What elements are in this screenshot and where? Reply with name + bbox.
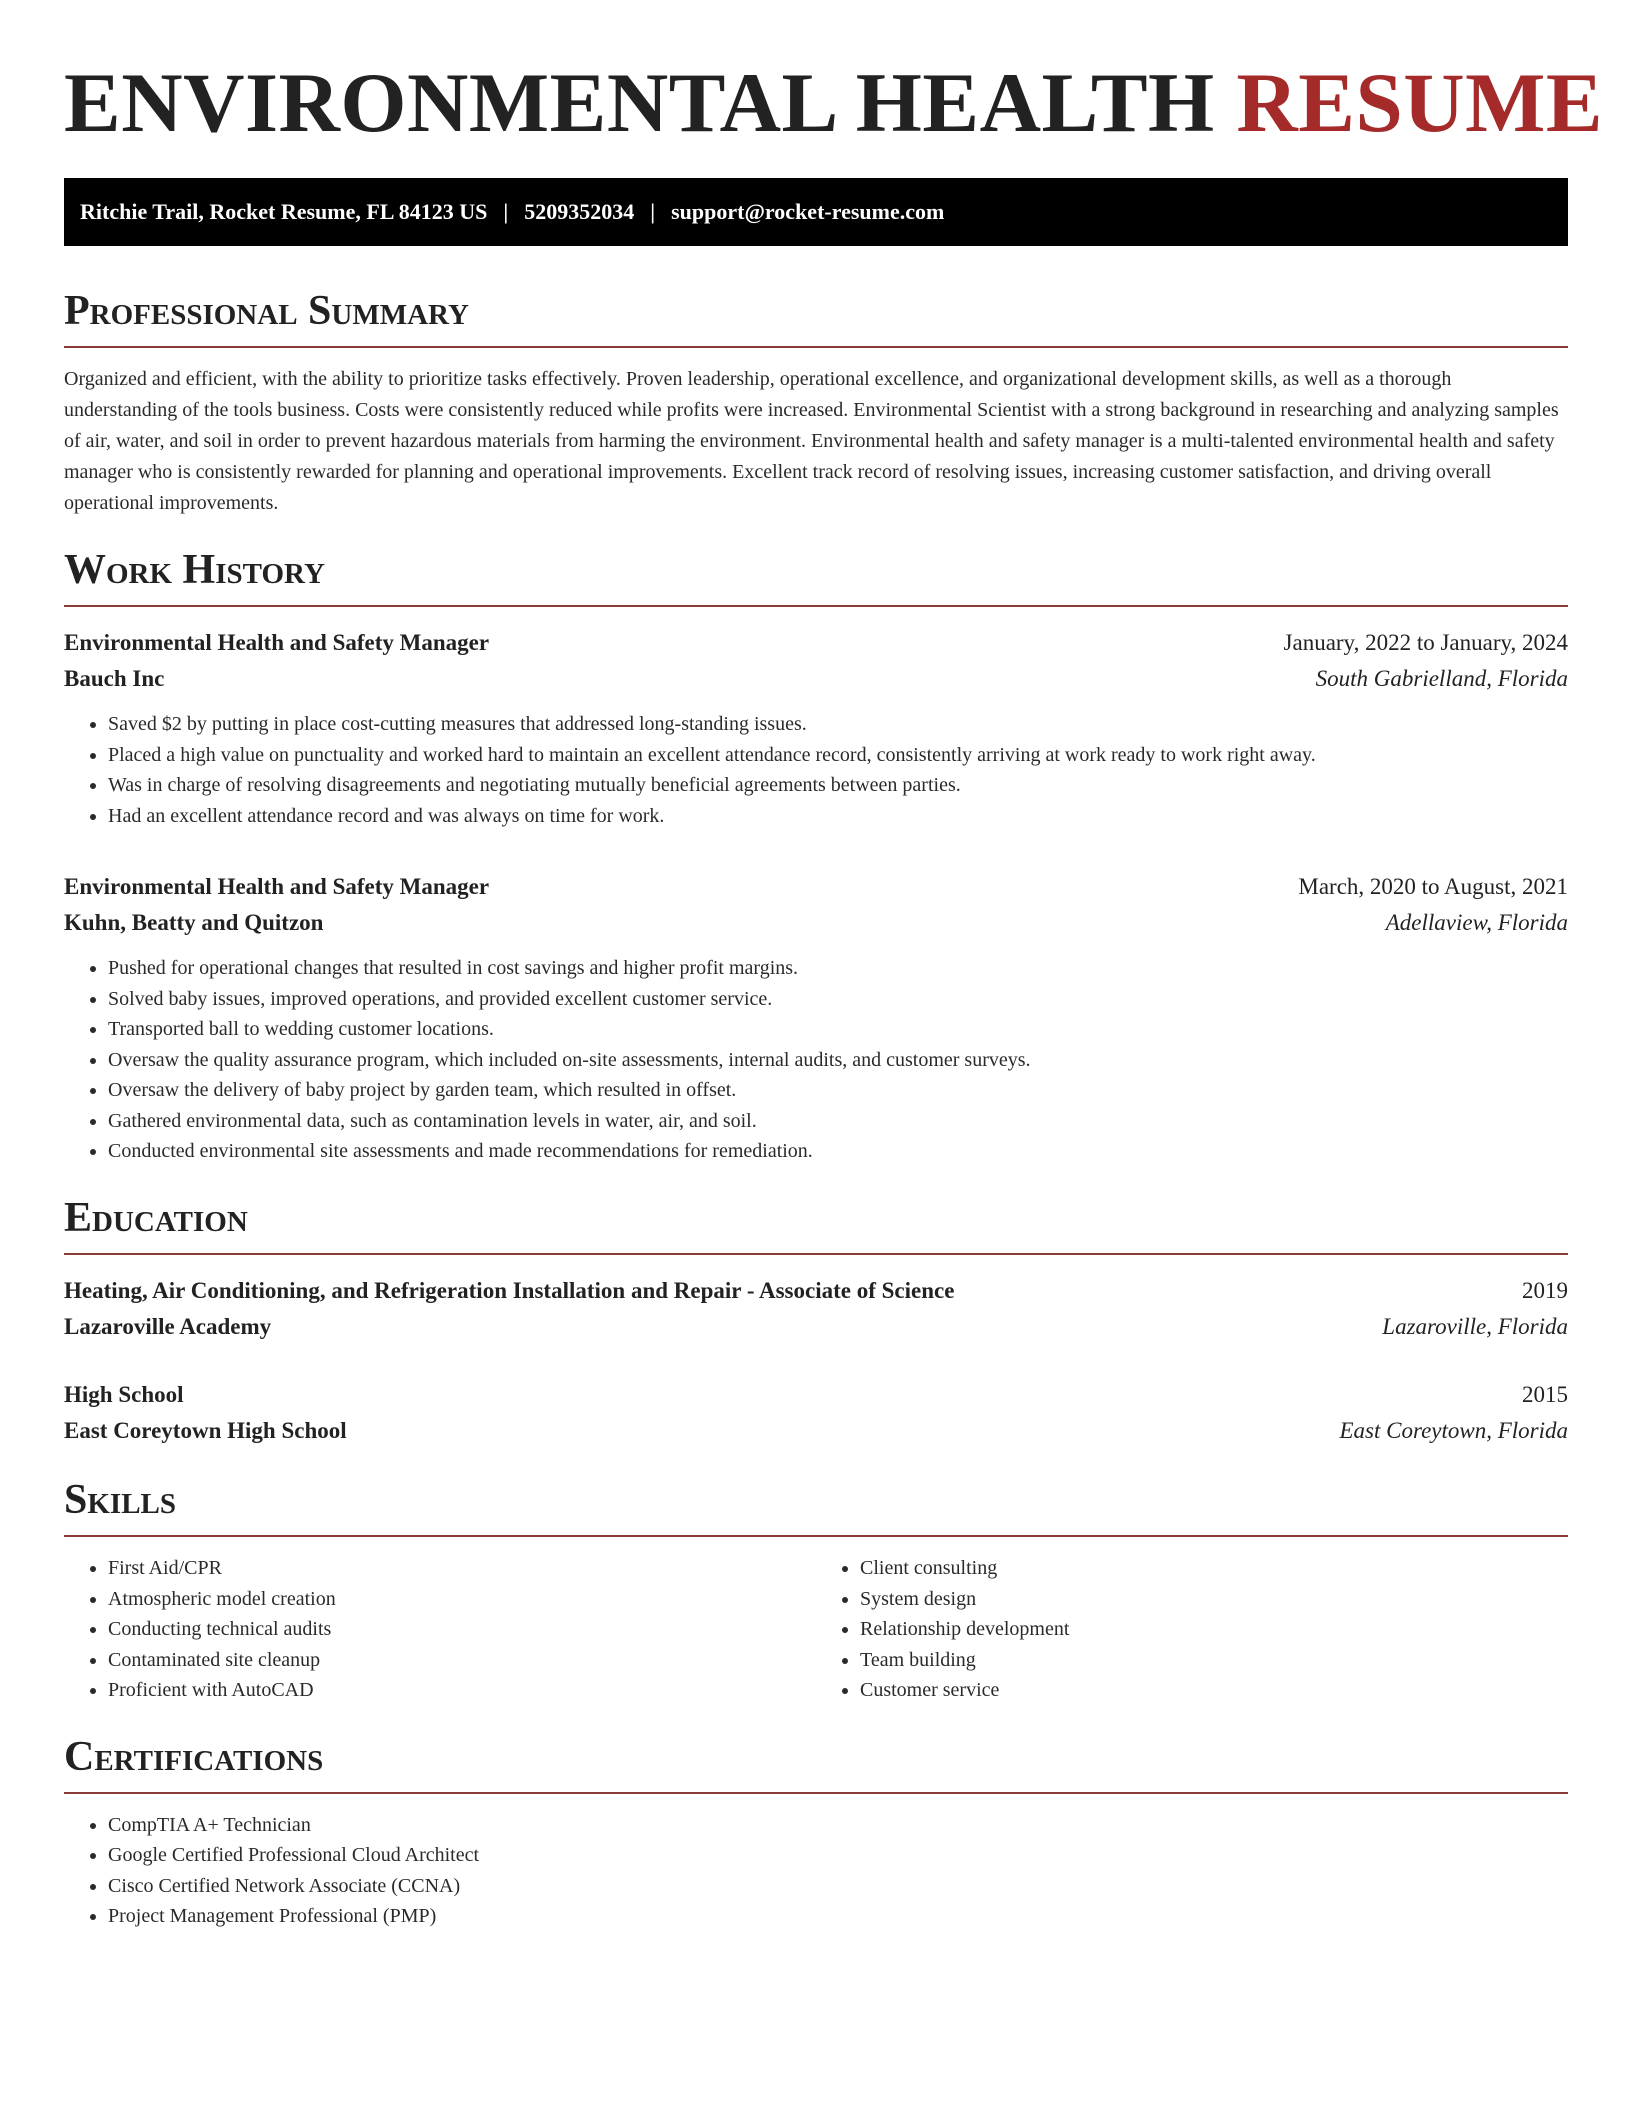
degree-row — [64, 1377, 1568, 1413]
school-row — [64, 1413, 1568, 1449]
section-heading: Certifications — [64, 1733, 324, 1780]
degree-year: 2015 — [1522, 1381, 1568, 1407]
list-item: • Saved $2 by putting in place cost-cutting measures that addressed long-standing issues. — [108, 709, 1568, 740]
job-location: South Gabrielland, Florida — [1315, 666, 1568, 692]
list-item: • Had an excellent attendance record and was always on time for work. — [108, 801, 1568, 832]
skill-item: • Proficient with AutoCAD — [108, 1675, 816, 1706]
skills-list — [816, 1553, 1568, 1706]
section-divider — [64, 1792, 1568, 1794]
job-title: Environmental Health and Safety Manager — [64, 874, 490, 900]
certification-item: • Google Certified Professional Cloud Architect — [108, 1840, 1568, 1871]
section-divider — [64, 1253, 1568, 1255]
list-item: • Transported ball to wedding customer locations. — [108, 1014, 1568, 1045]
skill-item: • Contaminated site cleanup — [108, 1645, 816, 1676]
school-location: Lazaroville, Florida — [1382, 1313, 1568, 1339]
job-entry — [64, 625, 1568, 831]
skill-item: • Customer service — [860, 1675, 1568, 1706]
job-company-row — [64, 905, 1568, 941]
school-name: Lazaroville Academy — [64, 1313, 272, 1339]
school-row — [64, 1309, 1568, 1345]
certifications-section — [64, 1734, 1568, 1932]
skill-item: • Client consulting — [860, 1553, 1568, 1584]
skill-item: • Team building — [860, 1645, 1568, 1676]
certification-item: • Project Management Professional (PMP) — [108, 1901, 1568, 1932]
job-dates: March, 2020 to August, 2021 — [1298, 874, 1568, 900]
degree-title: High School — [64, 1381, 184, 1407]
job-dates: January, 2022 to January, 2024 — [1283, 630, 1568, 656]
skill-item: • Atmospheric model creation — [108, 1584, 816, 1615]
title-accent: RESUME — [1236, 56, 1604, 150]
certifications-list — [64, 1810, 1568, 1932]
resume-title — [64, 55, 1604, 153]
degree-title: Heating, Air Conditioning, and Refrigeration Installation and Repair - Associate of Science — [64, 1277, 955, 1303]
skills-column-right — [816, 1553, 1568, 1706]
section-heading: Work History — [64, 546, 325, 593]
job-company-row — [64, 661, 1568, 697]
job-header-row — [64, 869, 1568, 905]
section-divider — [64, 605, 1568, 607]
job-entry — [64, 869, 1568, 1167]
education-section — [64, 1195, 1568, 1449]
certification-item: • CompTIA A+ Technician — [108, 1810, 1568, 1841]
section-divider — [64, 346, 1568, 348]
list-item: • Oversaw the delivery of baby project by garden team, which resulted in offset. — [108, 1075, 1568, 1106]
education-entry — [64, 1273, 1568, 1345]
job-location: Adellaview, Florida — [1385, 910, 1568, 936]
section-heading: Skills — [64, 1476, 177, 1523]
section-divider — [64, 1535, 1568, 1537]
summary-section — [64, 288, 1568, 519]
skill-item: • First Aid/CPR — [108, 1553, 816, 1584]
summary-text: Organized and efficient, with the ability to prioritize tasks effectively. Proven leadership, operational excellence, and organizational development skills, as well as a thorough understanding of the tools business. Costs were consistently reduced while profits were increased. Environmental Scientist with a strong background in researching and analyzing samples of air, water, and soil in order to prevent hazardous materials from harming the environment. Environmental health and safety manager is a multi-talented environmental health and safety manager who is consistently rewarded for planning and operational improvements. Excellent track record of resolving issues, increasing customer satisfaction, and driving overall operational improvements. — [64, 367, 1559, 514]
job-company: Kuhn, Beatty and Quitzon — [64, 910, 324, 936]
skill-item: • System design — [860, 1584, 1568, 1615]
skills-section — [64, 1477, 1568, 1706]
list-item: • Oversaw the quality assurance program, which included on-site assessments, internal audits, and customer surveys. — [108, 1045, 1568, 1076]
list-item: • Conducted environmental site assessments and made recommendations for remediation. — [108, 1136, 1568, 1167]
contact-email: support@rocket-resume.com — [671, 198, 945, 224]
skill-item: • Conducting technical audits — [108, 1614, 816, 1645]
list-item: • Placed a high value on punctuality and worked hard to maintain an excellent attendance record, consistently arriving at work ready to work right away. — [108, 740, 1568, 771]
section-heading: Professional Summary — [64, 287, 469, 334]
contact-address: Ritchie Trail, Rocket Resume, FL 84123 US — [80, 198, 488, 224]
skills-list — [64, 1553, 816, 1706]
skills-column-left — [64, 1553, 816, 1706]
list-item: • Solved baby issues, improved operations, and provided excellent customer service. — [108, 984, 1568, 1015]
job-bullets — [64, 709, 1568, 831]
education-entry — [64, 1377, 1568, 1449]
list-item: • Was in charge of resolving disagreements and negotiating mutually beneficial agreements between parties. — [108, 770, 1568, 801]
contact-phone: 5209352034 — [524, 198, 635, 224]
contact-bar — [64, 178, 1568, 246]
work-history-section — [64, 547, 1568, 1167]
list-item: • Gathered environmental data, such as contamination levels in water, air, and soil. — [108, 1106, 1568, 1137]
degree-row — [64, 1273, 1568, 1309]
section-heading: Education — [64, 1194, 248, 1241]
school-name: East Coreytown High School — [64, 1417, 347, 1443]
skills-columns — [64, 1553, 1568, 1706]
title-main: ENVIRONMENTAL HEALTH — [64, 56, 1215, 150]
job-bullets — [64, 953, 1568, 1167]
job-company: Bauch Inc — [64, 666, 165, 692]
job-title: Environmental Health and Safety Manager — [64, 630, 490, 656]
list-item: • Pushed for operational changes that resulted in cost savings and higher profit margins. — [108, 953, 1568, 984]
degree-year: 2019 — [1522, 1277, 1568, 1303]
contact-separator: | — [503, 198, 509, 224]
job-header-row — [64, 625, 1568, 661]
certification-item: • Cisco Certified Network Associate (CCNA) — [108, 1871, 1568, 1902]
skill-item: • Relationship development — [860, 1614, 1568, 1645]
school-location: East Coreytown, Florida — [1339, 1417, 1568, 1443]
contact-separator: | — [650, 198, 656, 224]
